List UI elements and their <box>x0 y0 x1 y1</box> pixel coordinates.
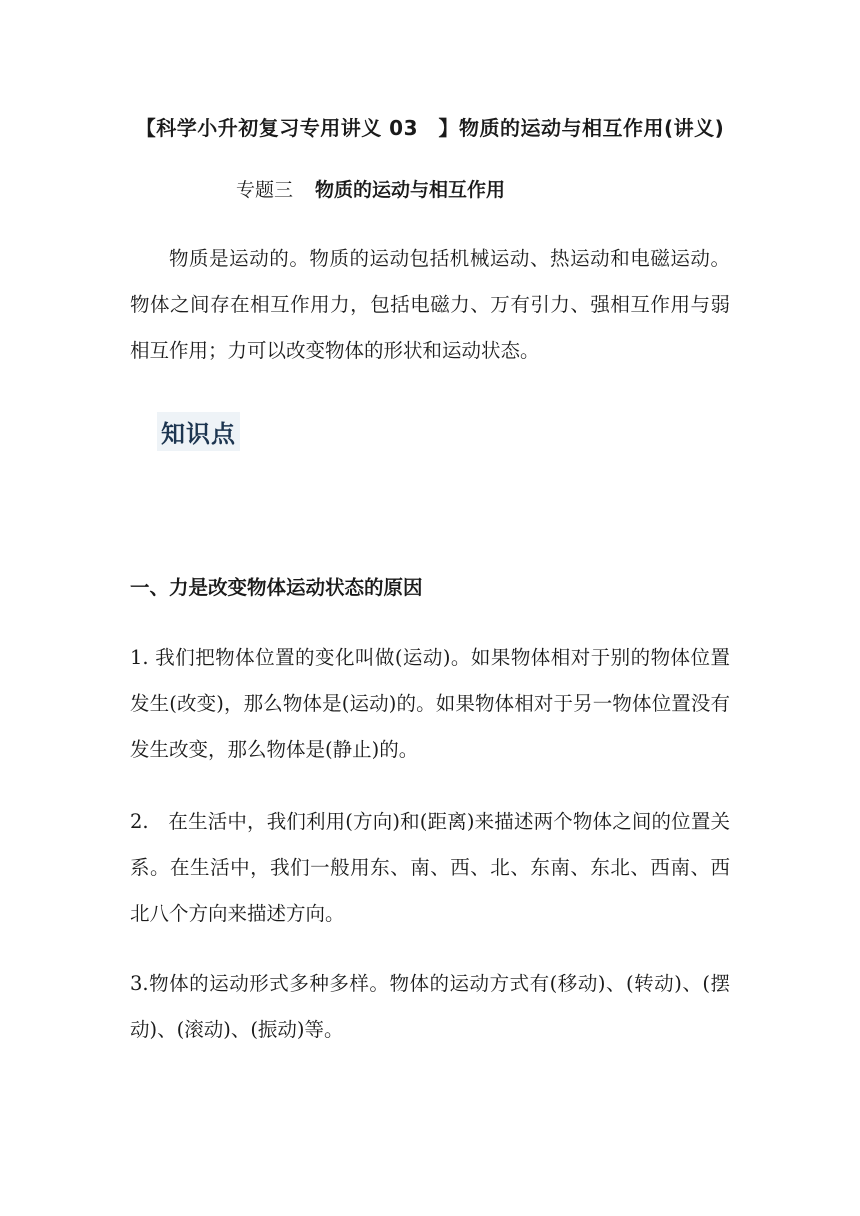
knowledge-point-badge: 知识点 <box>157 412 240 451</box>
paragraph-3: 3.物体的运动形式多种多样。物体的运动方式有(移动)、(转动)、(摆动)、(滚动)、(振动)等。 <box>130 972 730 1041</box>
topic-heading <box>236 175 505 202</box>
intro-paragraph: 物质是运动的。物质的运动包括机械运动、热运动和电磁运动。物体之间存在相互作用力，包括电磁力、万有引力、强相互作用与弱相互作用；力可以改变物体的形状和运动状态。 <box>130 247 730 362</box>
topic-number: 专题三 <box>236 179 294 201</box>
paragraph-2: 2. 在生活中，我们利用(方向)和(距离)来描述两个物体之间的位置关系。在生活中，我们一般用东、南、西、北、东南、东北、西南、西北八个方向来描述方向。 <box>130 810 730 925</box>
topic-name: 物质的运动与相互作用 <box>315 179 506 201</box>
document-title: 【科学小升初复习专用讲义 03 】物质的运动与相互作用(讲义) <box>135 116 725 140</box>
paragraph-1: 1. 我们把物体位置的变化叫做(运动)。如果物体相对于别的物体位置发生(改变)，那么物体是(运动)的。如果物体相对于另一物体位置没有发生改变，那么物体是(静止)的。 <box>130 646 730 761</box>
section-heading: 一、力是改变物体运动状态的原因 <box>130 576 423 599</box>
